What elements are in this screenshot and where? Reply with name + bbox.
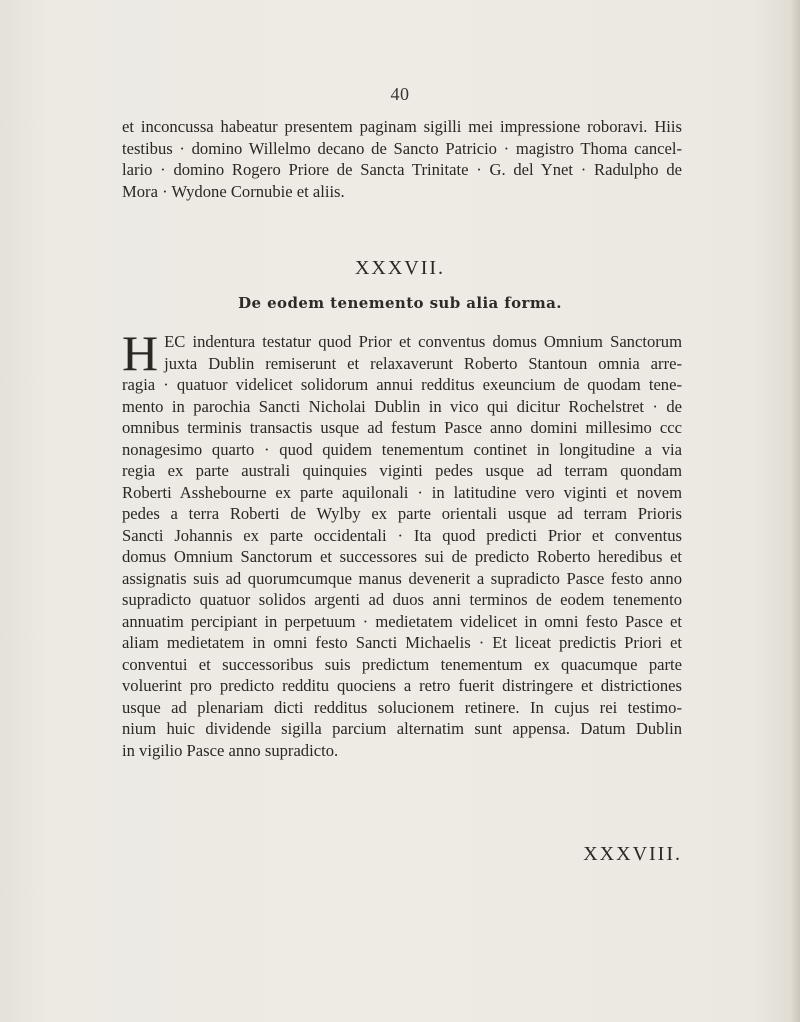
charter-subtitle: De eodem tenemento sub alia forma.	[238, 294, 562, 312]
text-line: regia ex parte australi quinquies viginti pedes usque ad terram quondam	[122, 461, 682, 480]
drop-cap: H	[122, 325, 159, 381]
charter-number-heading: XXXVII.	[354, 257, 446, 279]
text-line: supradicto quatuor solidos argenti ad duos anni terminos de eodem tenemento	[122, 590, 682, 609]
text-line: pedes a terra Roberti de Wylby ex parte orientali usque ad terram Prioris	[122, 504, 682, 523]
charter-text	[122, 325, 682, 761]
text-line: Roberti Asshebourne ex parte aquilonali · in latitudine vero viginti et novem	[122, 482, 682, 502]
text-line: in vigilio Pasce anno supradicto.	[122, 740, 339, 760]
page-number: 40	[390, 84, 410, 104]
text-line: testibus · domino Willelmo decano de Sancto Patricio · magistro Thoma cancel-	[122, 138, 682, 158]
text-line: Sancti Johannis ex parte occidentali · Ita quod predicti Prior et conventus	[122, 525, 682, 545]
next-charter-number: XXXVIII.	[583, 843, 682, 865]
text-line: mento in parochia Sancti Nicholai Dublin in vico qui dicitur Rochelstret · de	[122, 396, 682, 416]
text-line: annuatim percipiant in perpetuum · medietatem videlicet in omni festo Pasce et	[122, 611, 682, 631]
continuation-paragraph	[122, 116, 682, 202]
text-line: lario · domino Rogero Priore de Sancta Trinitate · G. del Ynet · Radulpho de	[122, 160, 682, 179]
text-line: ragia · quatuor videlicet solidorum annui redditus exeuncium de quodam tene-	[122, 375, 682, 394]
text-line: omnibus terminis transactis usque ad festum Pasce anno domini millesimo ccc	[122, 418, 682, 437]
text-line: et inconcussa habeatur presentem paginam sigilli mei impressione roboravi. Hiis	[122, 117, 682, 136]
text-line: usque ad plenariam dicti redditus solucionem retinere. In cujus rei testimo-	[122, 697, 682, 717]
text-line: nium huic dividende sigilla parcium alternatim sunt appensa. Datum Dublin	[122, 719, 682, 738]
text-line: Mora · Wydone Cornubie et aliis.	[122, 181, 345, 201]
text-line: assignatis suis ad quorumcumque manus devenerit a supradicto Pasce festo anno	[122, 568, 682, 588]
text-line: EC indentura testatur quod Prior et conventus domus Omnium Sanctorum	[164, 332, 682, 351]
text-line: juxta Dublin remiserunt et relaxaverunt Roberto Stantoun omnia arre-	[164, 353, 682, 373]
text-line: conventui et successoribus suis predictum tenementum ex quacumque parte	[122, 654, 682, 674]
text-line: domus Omnium Sanctorum et successores sui de predicto Roberto heredibus et	[122, 547, 682, 566]
text-line: voluerint pro predicto redditu quociens a retro fuerit distringere et districtiones	[122, 676, 682, 695]
text-line: nonagesimo quarto · quod quidem tenementum continet in longitudine a via	[122, 439, 682, 459]
page-edge-shadow	[790, 0, 800, 1022]
text-line: aliam medietatem in omni festo Sancti Michaelis · Et liceat predictis Priori et	[122, 633, 682, 652]
